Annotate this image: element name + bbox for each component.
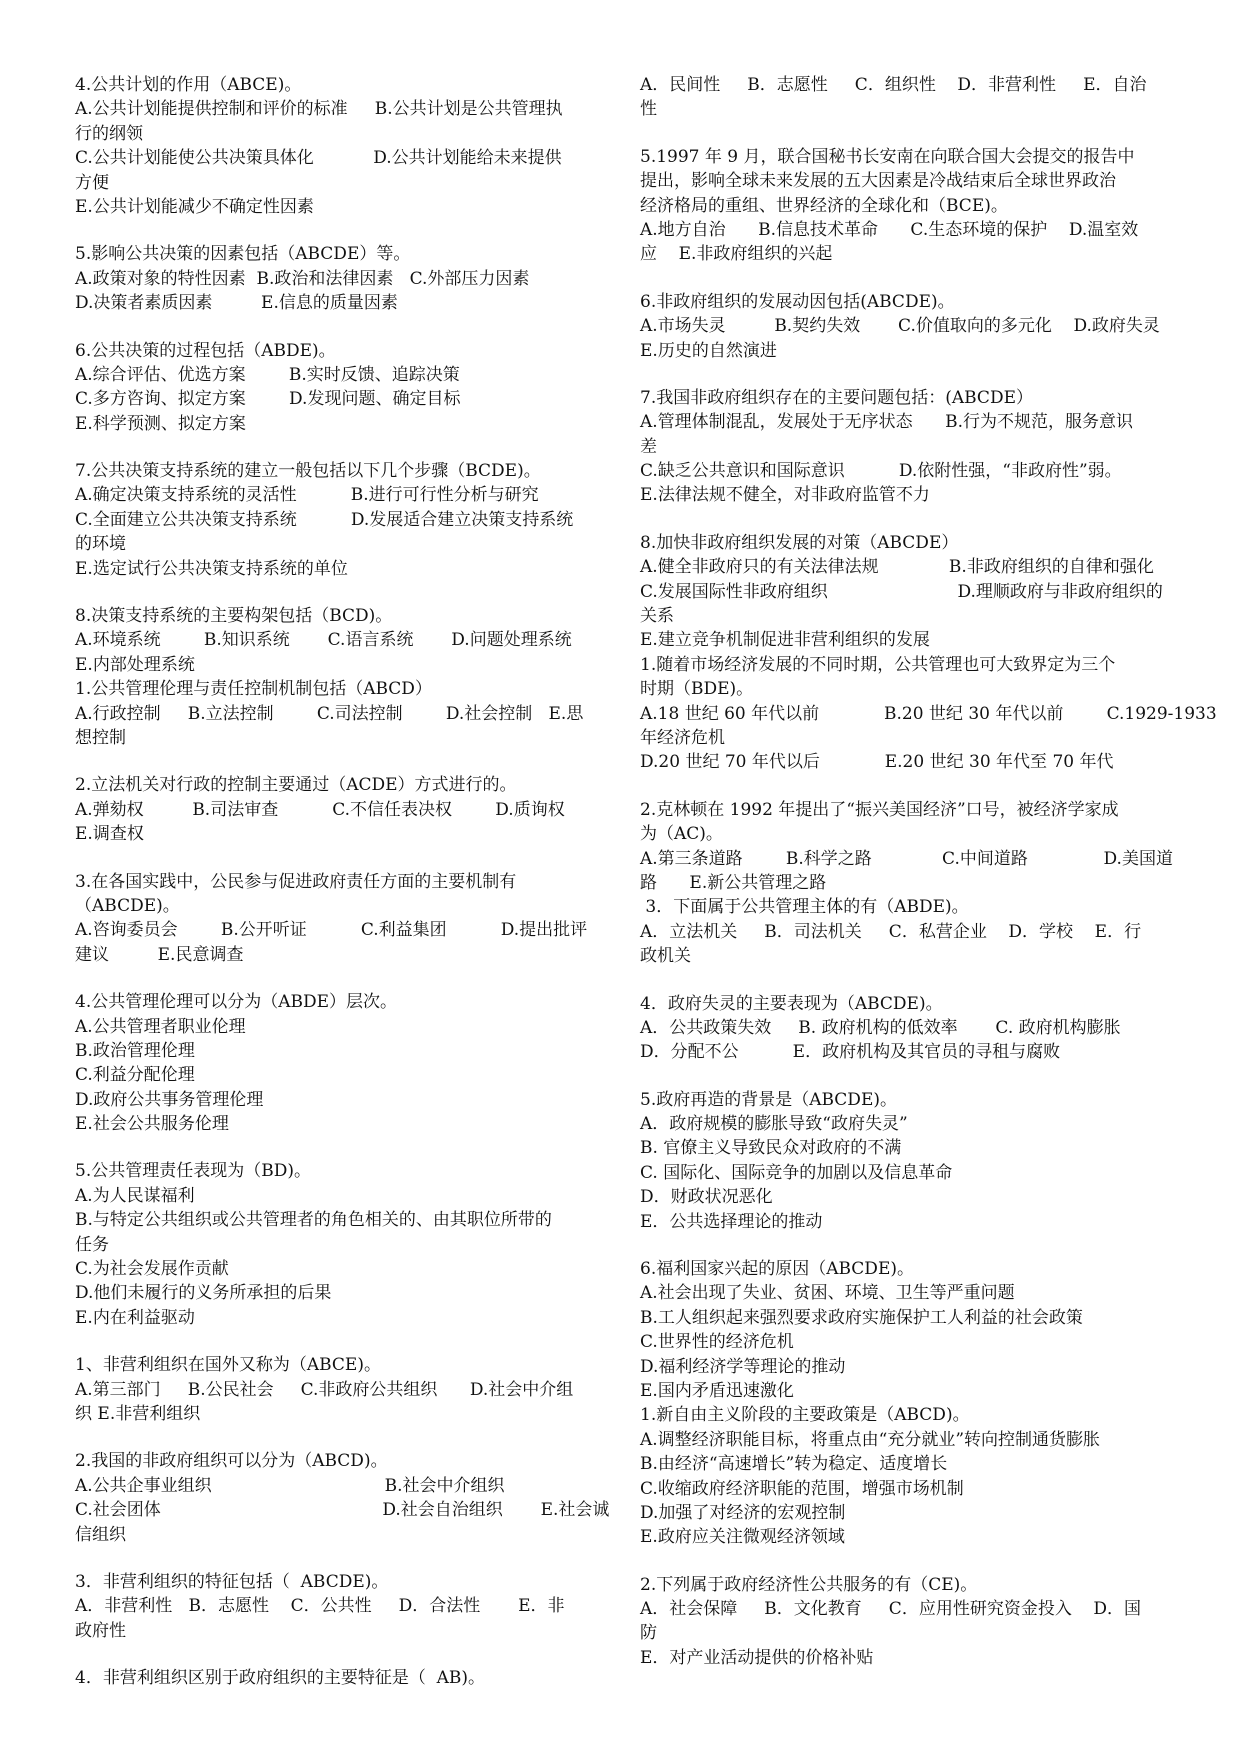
block-spacer <box>75 967 613 990</box>
option-line: 防 <box>640 1623 657 1644</box>
option-line: E.公共计划能减少不确定性因素 <box>75 196 314 217</box>
option-line: 1.公共管理伦理与责任控制机制包括（ABCD） <box>75 679 432 700</box>
option-line: D.他们未履行的义务所承担的后果 <box>75 1283 332 1304</box>
option-line: E.建立竞争机制促进非营利组织的发展 <box>640 630 930 651</box>
block-spacer <box>640 1065 1178 1088</box>
option-line: E.科学预测、拟定方案 <box>75 413 246 434</box>
option-line: E．公共选择理论的推动 <box>640 1211 823 1232</box>
option-line: 行的纲领 <box>75 123 143 144</box>
option-line: 年经济危机 <box>640 727 725 748</box>
right-question-block <box>640 145 1178 267</box>
right-question-block <box>640 386 1178 508</box>
option-line: C.缺乏公共意识和国际意识 D.依附性强，“非政府性”弱。 <box>640 461 1122 482</box>
option-line: 任务 <box>75 1234 109 1255</box>
option-line: A.公共企事业组织 B.社会中介组织 <box>75 1475 505 1496</box>
question-line: 2.克林顿在 1992 年提出了“振兴美国经济”口号，被经济学家成 <box>640 799 1119 820</box>
option-line: A.健全非政府只的有关法律法规 B.非政府组织的自律和强化 <box>640 557 1154 578</box>
option-line: D．分配不公 E．政府机构及其官员的寻租与腐败 <box>640 1042 1061 1063</box>
option-line: 政机关 <box>640 946 691 967</box>
option-line: 想控制 <box>75 727 126 748</box>
option-line: A.行政控制 B.立法控制 C.司法控制 D.社会控制 E.思 <box>75 703 584 724</box>
option-line: （ABCDE)。 <box>75 895 180 916</box>
option-line: 经济格局的重组、世界经济的全球化和（BCE)。 <box>640 195 1008 216</box>
option-line: C.利益分配伦理 <box>75 1065 195 1086</box>
option-line: A.政策对象的特性因素 B.政治和法律因素 C.外部压力因素 <box>75 268 530 289</box>
question-line: 5.1997 年 9 月，联合国秘书长安南在向联合国大会提交的报告中 <box>640 146 1135 167</box>
question-line: 5.政府再造的背景是（ABCDE)。 <box>640 1089 897 1110</box>
option-line: E.选定试行公共决策支持系统的单位 <box>75 558 348 579</box>
right-question-block <box>640 992 1178 1065</box>
option-line: A.弹劾权 B.司法审查 C.不信任表决权 D.质询权 <box>75 799 565 820</box>
option-line: E.调查权 <box>75 824 144 845</box>
option-line: A．政府规模的膨胀导致“政府失灵” <box>640 1114 908 1135</box>
question-line: 6.非政府组织的发展动因包括(ABCDE)。 <box>640 291 955 312</box>
block-spacer <box>75 847 613 870</box>
left-question-block <box>75 773 613 846</box>
option-line: C.社会团体 D.社会自治组织 E.社会诚 <box>75 1500 610 1521</box>
left-question-block <box>75 1353 613 1426</box>
option-line: B.工人组织起来强烈要求政府实施保护工人利益的社会政策 <box>640 1307 1083 1328</box>
block-spacer <box>75 1426 613 1449</box>
option-line: B.由经济“高速增长”转为稳定、适度增长 <box>640 1454 948 1475</box>
left-question-block <box>75 1570 613 1643</box>
question-line: 8.决策支持系统的主要构架包括（BCD)。 <box>75 606 393 627</box>
question-line: 5.影响公共决策的因素包括（ABCDE）等。 <box>75 244 411 265</box>
question-line: 4．非营利组织区别于政府组织的主要特征是（ AB)。 <box>75 1668 486 1689</box>
option-line: D.决策者素质因素 E.信息的质量因素 <box>75 293 398 314</box>
option-line: D.20 世纪 70 年代以后 E.20 世纪 30 年代至 70 年代 <box>640 752 1114 773</box>
option-line: A.确定决策支持系统的灵活性 B.进行可行性分析与研究 <box>75 485 539 506</box>
left-question-block <box>75 242 613 315</box>
right-question-block <box>640 1088 1178 1234</box>
option-line: E.法律法规不健全，对非政府监管不力 <box>640 485 930 506</box>
block-spacer <box>75 219 613 242</box>
left-question-block <box>75 1666 613 1690</box>
option-line: 时期（BDE)。 <box>640 679 754 700</box>
option-line: A.为人民谋福利 <box>75 1185 195 1206</box>
block-spacer <box>75 1643 613 1666</box>
option-line: A.社会出现了失业、贫困、环境、卫生等严重问题 <box>640 1283 1015 1304</box>
option-line: 1.新自由主义阶段的主要政策是（ABCD)。 <box>640 1405 970 1426</box>
option-line: C. 国际化、国际竞争的加剧以及信息革命 <box>640 1162 953 1183</box>
option-line: 为（AC)。 <box>640 824 723 845</box>
left-question-block <box>75 339 613 437</box>
question-line: 1、非营利组织在国外又称为（ABCE)。 <box>75 1355 381 1376</box>
option-line: B.与特定公共组织或公共管理者的角色相关的、由其职位所带的 <box>75 1210 552 1231</box>
block-spacer <box>640 1234 1178 1257</box>
option-line: E.内在利益驱动 <box>75 1307 195 1328</box>
right-question-block <box>640 531 1217 775</box>
question-line: 4.公共管理伦理可以分为（ABDE）层次。 <box>75 992 398 1013</box>
question-line: 7.我国非政府组织存在的主要问题包括：(ABCDE） <box>640 387 1033 408</box>
option-line: E.国内矛盾迅速激化 <box>640 1380 794 1401</box>
option-line: 1.随着市场经济发展的不同时期，公共管理也可大致界定为三个 <box>640 654 1116 675</box>
option-line: C.多方咨询、拟定方案 D.发现问题、确定目标 <box>75 389 461 410</box>
left-question-block <box>75 1449 613 1547</box>
option-line: 提出，影响全球未来发展的五大因素是冷战结束后全球世界政治 <box>640 171 1116 192</box>
option-line: D.福利经济学等理论的推动 <box>640 1356 846 1377</box>
left-question-block <box>75 459 613 581</box>
option-line: 关系 <box>640 606 674 627</box>
option-line: D.加强了对经济的宏观控制 <box>640 1502 846 1523</box>
question-line: 4．政府失灵的主要表现为（ABCDE)。 <box>640 993 943 1014</box>
option-line: A.环境系统 B.知识系统 C.语言系统 D.问题处理系统 <box>75 630 572 651</box>
option-line: C.公共计划能使公共决策具体化 D.公共计划能给未来提供 <box>75 148 562 169</box>
option-line: E．对产业活动提供的价格补贴 <box>640 1647 874 1668</box>
option-line: A.市场失灵 B.契约失效 C.价值取向的多元化 D.政府失灵 <box>640 316 1160 337</box>
option-line: 织 E.非营利组织 <box>75 1403 201 1424</box>
option-line: D.政府公共事务管理伦理 <box>75 1089 264 1110</box>
option-line: A.18 世纪 60 年代以前 B.20 世纪 30 年代以前 C.1929-1933 <box>640 703 1217 724</box>
option-line: A．非营利性 B．志愿性 C．公共性 D．合法性 E．非 <box>75 1596 565 1617</box>
question-line: 7.公共决策支持系统的建立一般包括以下几个步骤（BCDE)。 <box>75 461 541 482</box>
left-question-block <box>75 870 613 968</box>
option-line: E.政府应关注微观经济领域 <box>640 1527 845 1548</box>
right-question-block <box>640 73 1178 122</box>
right-question-block <box>640 290 1178 363</box>
block-spacer <box>75 316 613 339</box>
right-question-block <box>640 1573 1178 1671</box>
option-line: 建议 E.民意调查 <box>75 944 244 965</box>
question-line: 8.加快非政府组织发展的对策（ABCDE） <box>640 532 959 553</box>
option-line: 路 E.新公共管理之路 <box>640 872 827 893</box>
option-line: A.地方自治 B.信息技术革命 C.生态环境的保护 D.温室效 <box>640 219 1139 240</box>
option-line: E.社会公共服务伦理 <box>75 1114 229 1135</box>
left-question-block <box>75 1159 613 1330</box>
question-line: 6.福利国家兴起的原因（ABCDE)。 <box>640 1259 914 1280</box>
option-line: D．财政状况恶化 <box>640 1187 773 1208</box>
option-line: 应 E.非政府组织的兴起 <box>640 244 833 265</box>
block-spacer <box>640 969 1178 992</box>
question-line: 3.在各国实践中，公民参与促进政府责任方面的主要机制有 <box>75 871 517 892</box>
option-line: C.收缩政府经济职能的范围，增强市场机制 <box>640 1478 964 1499</box>
option-line: 方便 <box>75 172 109 193</box>
question-line: 2.下列属于政府经济性公共服务的有（CE)。 <box>640 1574 978 1595</box>
option-line: A.公共计划能提供控制和评价的标准 B.公共计划是公共管理执 <box>75 99 563 120</box>
option-line: A．公共政策失效 B. 政府机构的低效率 C. 政府机构膨胀 <box>640 1017 1121 1038</box>
option-line: A.第三部门 B.公民社会 C.非政府公共组织 D.社会中介组 <box>75 1379 574 1400</box>
option-line: 政府性 <box>75 1620 126 1641</box>
left-question-block <box>75 990 613 1136</box>
option-line: B.政治管理伦理 <box>75 1040 195 1061</box>
left-question-block <box>75 73 613 219</box>
option-line: C.为社会发展作贡献 <box>75 1259 229 1280</box>
option-line: E.内部处理系统 <box>75 654 195 675</box>
block-spacer <box>640 1550 1178 1573</box>
option-line: A.公共管理者职业伦理 <box>75 1016 246 1037</box>
option-line: A.综合评估、优选方案 B.实时反馈、追踪决策 <box>75 364 460 385</box>
option-line: A．立法机关 B．司法机关 C．私营企业 D．学校 E．行 <box>640 921 1142 942</box>
option-line: A.调整经济职能目标，将重点由“充分就业”转向控制通货膨胀 <box>640 1429 1101 1450</box>
block-spacer <box>640 775 1178 798</box>
option-line: C.发展国际性非政府组织 D.理顺政府与非政府组织的 <box>640 581 1163 602</box>
option-line: E.历史的自然演进 <box>640 340 777 361</box>
block-spacer <box>640 122 1178 145</box>
left-column <box>75 73 613 1690</box>
block-spacer <box>640 267 1178 290</box>
right-column <box>640 73 1217 1670</box>
option-line: 信组织 <box>75 1524 126 1545</box>
block-spacer <box>640 508 1178 531</box>
block-spacer <box>640 363 1178 386</box>
option-line: B. 官僚主义导致民众对政府的不满 <box>640 1138 902 1159</box>
block-spacer <box>75 436 613 459</box>
block-spacer <box>75 1136 613 1159</box>
question-line: 3．非营利组织的特征包括（ ABCDE)。 <box>75 1571 389 1592</box>
option-line: A.管理体制混乱，发展处于无序状态 B.行为不规范，服务意识 <box>640 412 1133 433</box>
right-question-block <box>640 1257 1178 1550</box>
option-line: 3．下面属于公共管理主体的有（ABDE)。 <box>640 897 969 918</box>
block-spacer <box>75 1547 613 1570</box>
option-line: A.第三条道路 B.科学之路 C.中间道路 D.美国道 <box>640 848 1173 869</box>
block-spacer <box>75 1330 613 1353</box>
left-question-block <box>75 604 613 750</box>
right-question-block <box>640 798 1178 969</box>
question-line: A．民间性 B．志愿性 C．组织性 D．非营利性 E．自治 <box>640 75 1147 95</box>
option-line: C.全面建立公共决策支持系统 D.发展适合建立决策支持系统 <box>75 509 574 530</box>
option-line: 的环境 <box>75 534 126 555</box>
question-line: 2.立法机关对行政的控制主要通过（ACDE）方式进行的。 <box>75 775 517 796</box>
block-spacer <box>75 750 613 773</box>
question-line: 4.公共计划的作用（ABCE)。 <box>75 75 302 95</box>
question-line: 2.我国的非政府组织可以分为（ABCD)。 <box>75 1451 388 1472</box>
option-line: C.世界性的经济危机 <box>640 1332 794 1353</box>
question-line: 6.公共决策的过程包括（ABDE)。 <box>75 340 336 361</box>
option-line: A．社会保障 B．文化教育 C．应用性研究资金投入 D．国 <box>640 1599 1142 1620</box>
option-line: 差 <box>640 436 657 457</box>
option-line: 性 <box>640 99 657 120</box>
question-line: 5.公共管理责任表现为（BD)。 <box>75 1161 311 1182</box>
block-spacer <box>75 581 613 604</box>
option-line: A.咨询委员会 B.公开听证 C.利益集团 D.提出批评 <box>75 920 588 941</box>
